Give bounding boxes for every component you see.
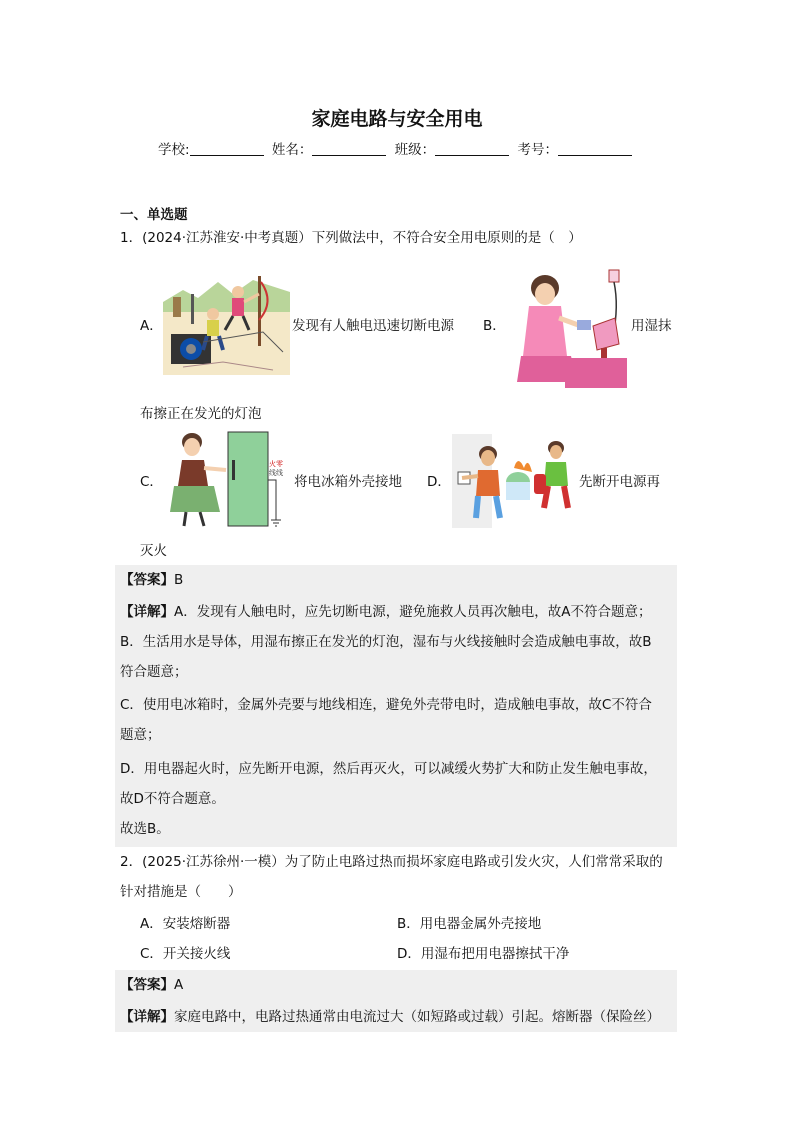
q1-option-b-label: B．	[483, 318, 506, 334]
q1-option-d-illustration	[452, 434, 577, 528]
q2-option-c[interactable]: C．开关接火线	[140, 946, 231, 962]
q1-detail-label: 【详解】	[120, 604, 174, 620]
q1-answer-label: 【答案】	[120, 572, 174, 588]
q1-option-d-label: D．	[427, 474, 451, 490]
student-info-line	[0, 138, 794, 158]
q1-answer	[120, 569, 183, 591]
school-label: 学校:	[158, 142, 190, 158]
q1-detail-line-3: 符合题意；	[120, 664, 188, 680]
q1-option-a-label: A．	[140, 318, 163, 334]
q1-detail-text-1: A．发现有人触电时，应先切断电源，避免施救人员再次触电，故A不符合题意；	[174, 604, 652, 620]
q2-detail-label: 【详解】	[120, 1009, 174, 1025]
q2-detail-line-1	[120, 1006, 660, 1028]
q1-option-a-text: 发现有人触电迅速切断电源	[292, 318, 454, 334]
q1-option-c-label: C．	[140, 474, 163, 490]
page-title: 家庭电路与安全用电	[311, 108, 483, 130]
q1-option-b-text-continued: 布擦正在发光的灯泡	[140, 406, 262, 422]
wire-label-live-neutral: 火零	[269, 460, 283, 468]
wire-label-lines: 线线	[269, 469, 283, 477]
q1-option-b-text: 用湿抹	[631, 318, 672, 334]
q1-option-c-illustration	[170, 430, 290, 530]
q1-detail-line-4: C．使用电冰箱时，金属外壳要与地线相连，避免外壳带电时，造成触电事故，故C不符合	[120, 697, 652, 713]
q2-answer-value: A	[174, 977, 184, 993]
name-blank[interactable]	[312, 143, 386, 156]
name-label: 姓名：	[271, 142, 313, 158]
q2-stem-line-2: 针对措施是（ ）	[120, 884, 242, 900]
q1-option-d-text-continued: 灭火	[140, 543, 167, 559]
q2-stem-line-1: 2．(2025·江苏徐州·一模）为了防止电路过热而损坏家庭电路或引发火灾，人们常常采取的	[120, 854, 663, 870]
q2-option-a[interactable]: A．安装熔断器	[140, 916, 231, 932]
q1-stem: 1．(2024·江苏淮安·中考真题）下列做法中，不符合安全用电原则的是（ ）	[120, 230, 582, 246]
number-blank[interactable]	[558, 143, 632, 156]
q2-answer	[120, 974, 183, 996]
q2-option-d[interactable]: D．用湿布把用电器擦拭干净	[397, 946, 570, 962]
class-blank[interactable]	[435, 143, 509, 156]
q2-option-b[interactable]: B．用电器金属外壳接地	[397, 916, 542, 932]
school-blank[interactable]	[190, 143, 264, 156]
q1-detail-line-8: 故选B。	[120, 821, 170, 837]
section-heading: 一、单选题	[120, 207, 188, 223]
q1-answer-value: B	[174, 572, 184, 588]
q1-detail-line-2: B．生活用水是导体，用湿布擦正在发光的灯泡，湿布与火线接触时会造成触电事故，故B	[120, 634, 652, 650]
q1-option-c-text: 将电冰箱外壳接地	[294, 474, 402, 490]
q1-option-d-text: 先断开电源再	[579, 474, 660, 490]
number-label: 考号：	[517, 142, 558, 158]
q1-option-a-illustration	[163, 272, 290, 375]
q1-detail-line-7: 故D不符合题意。	[120, 791, 225, 807]
q1-option-b-illustration	[515, 266, 629, 388]
class-label: 班级：	[394, 142, 436, 158]
q1-detail-line-6: D．用电器起火时，应先断开电源，然后再灭火，可以减缓火势扩大和防止发生触电事故，	[120, 761, 657, 777]
q2-answer-label: 【答案】	[120, 977, 174, 993]
q2-detail-text: 家庭电路中，电路过热通常由电流过大（如短路或过载）引起。熔断器（保险丝）	[174, 1009, 660, 1025]
q1-detail-line-1	[120, 601, 651, 623]
q1-detail-line-5: 题意；	[120, 727, 161, 743]
